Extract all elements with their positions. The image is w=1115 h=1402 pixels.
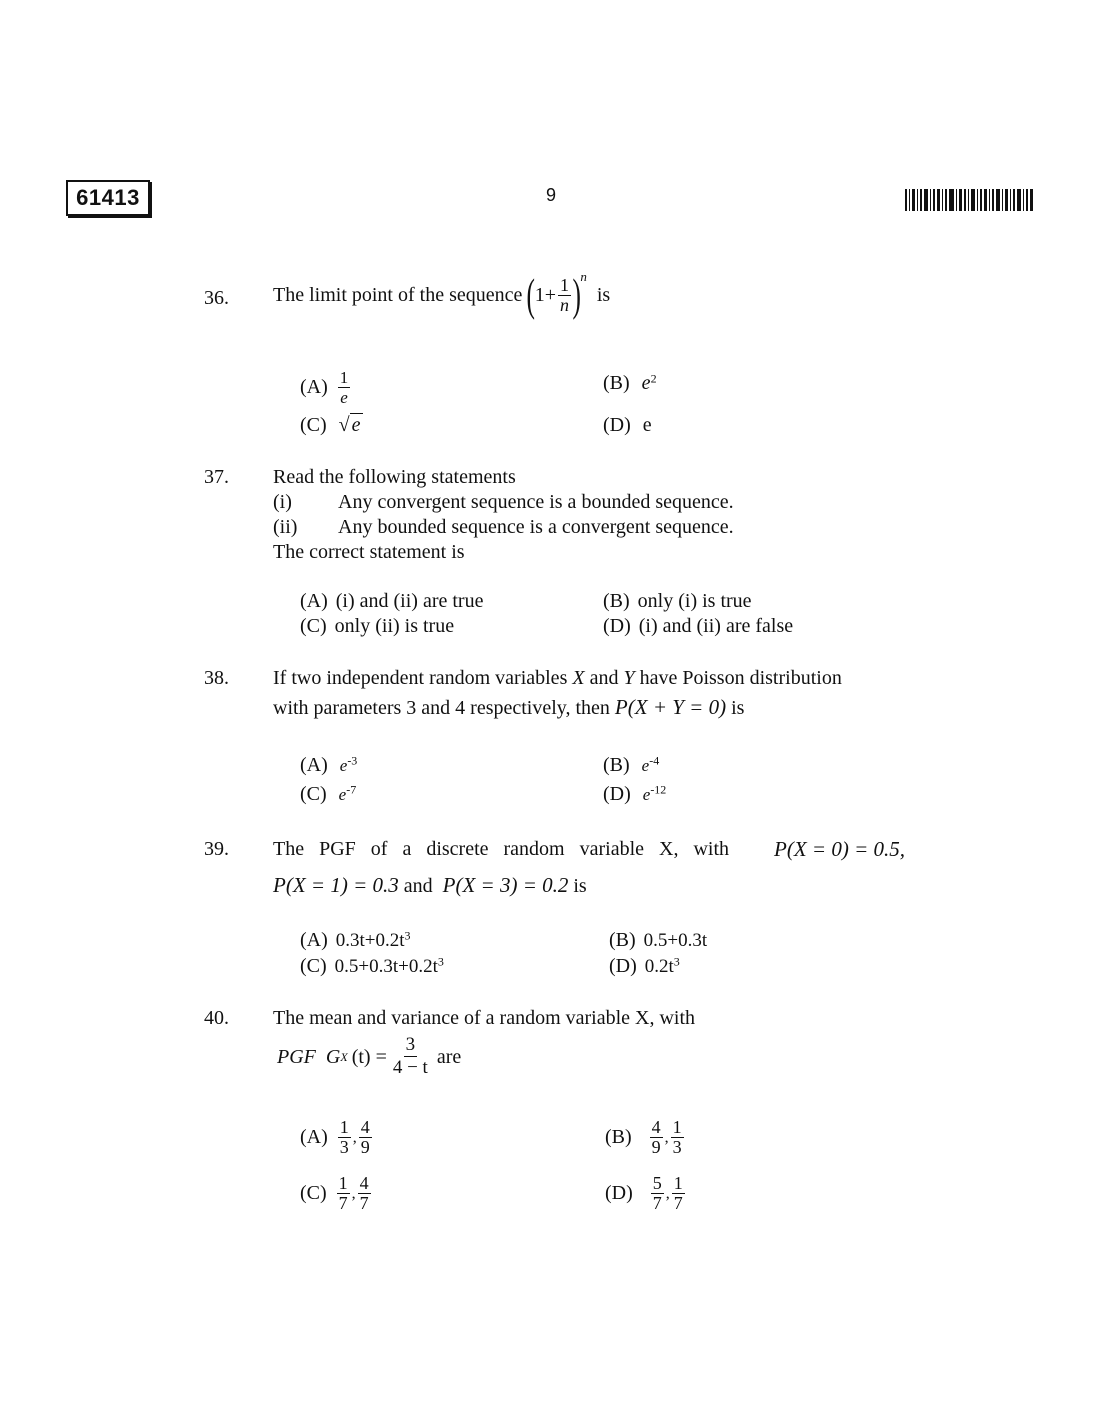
stem-fraction: $\frac{1}{n}$ (559, 274, 569, 315)
option-d[interactable]: (D) e (603, 414, 652, 436)
paper-code: 61413 (66, 180, 150, 216)
option-b[interactable]: (B) $e^{-4}$ (603, 753, 660, 776)
question-stem: If two independent random variables X and Y have Poisson distribution (273, 667, 842, 689)
statement-label: (i) (273, 491, 292, 513)
option-b[interactable]: (B) $e^2$ (603, 371, 657, 394)
probability-expression: P(X = 3) = 0.2 (442, 873, 569, 897)
option-c[interactable]: (C) only (ii) is true (300, 615, 455, 637)
option-a[interactable]: (A) $e^{-3}$ (300, 753, 358, 776)
option-b[interactable]: (B) only (i) is true (603, 590, 752, 612)
option-a[interactable]: (A) $\frac{1}{3}$ , $\frac{4}{9}$ (300, 1117, 370, 1157)
pgf-expression: PGF G X (t) = $\frac{3}{4 - t}$ are (277, 1034, 462, 1078)
option-d[interactable]: (D) $0.2t^3$ (609, 954, 680, 977)
question-number: 40. (204, 1007, 229, 1029)
probability-expression: P(X = 1) = 0.3 (273, 873, 399, 897)
option-b[interactable]: (B) $\frac{4}{9}$ , $\frac{1}{3}$ (605, 1117, 682, 1157)
barcode-image (905, 189, 1035, 211)
question-stem: The PGF of a discrete random variable X, with P(X = 0) = 0.5, (273, 837, 905, 861)
statement-text: Any convergent sequence is a bounded sequence. (338, 491, 734, 513)
page-number: 9 (546, 185, 557, 205)
statement-label: (ii) (273, 516, 298, 538)
right-paren: ) (572, 269, 581, 320)
probability-expression: P(X = 0) = 0.5, (774, 837, 905, 861)
option-b[interactable]: (B) 0.5+0.3t (609, 929, 708, 951)
question-stem (273, 269, 611, 320)
pgf-fraction: $\frac{3}{4 - t}$ (392, 1034, 428, 1078)
option-d[interactable]: (D) $e^{-12}$ (603, 782, 667, 805)
option-c[interactable]: (C) √ e (300, 414, 361, 436)
question-stem-line2: P(X = 1) = 0.3 and P(X = 3) = 0.2 is (273, 873, 587, 897)
stem-end: The correct statement is (273, 541, 465, 563)
sqrt-symbol: √ e (338, 414, 361, 436)
stem-end: is (596, 284, 611, 306)
option-a[interactable]: (A) (i) and (ii) are true (300, 590, 484, 612)
option-a[interactable]: (A) $0.3t+0.2t^3$ (300, 928, 411, 951)
stem-one: 1+ (534, 284, 556, 306)
option-d[interactable]: (D) $\frac{5}{7}$ , $\frac{1}{7}$ (605, 1173, 683, 1213)
question-number: 36. (204, 287, 229, 309)
left-paren: ( (526, 269, 536, 320)
question-stem: Read the following statements (273, 466, 516, 488)
option-c[interactable]: (C) $0.5+0.3t+0.2t^3$ (300, 954, 444, 977)
option-c[interactable]: (C) $e^{-7}$ (300, 782, 357, 805)
probability-expression: P(X + Y = 0) (614, 695, 727, 719)
statement-text: Any bounded sequence is a convergent sequence. (338, 516, 734, 538)
question-stem: The mean and variance of a random variable X, with (273, 1007, 696, 1029)
option-d[interactable]: (D) (i) and (ii) are false (603, 615, 794, 637)
question-number: 38. (204, 667, 229, 689)
option-a[interactable]: (A) $\frac{1}{e}$ (300, 368, 349, 407)
question-number: 37. (204, 466, 229, 488)
question-stem-line2: with parameters 3 and 4 respectively, then P(X + Y = 0) is (273, 695, 745, 719)
question-number: 39. (204, 838, 229, 860)
stem-exponent: n (580, 269, 587, 284)
option-c[interactable]: (C) $\frac{1}{7}$ , $\frac{4}{7}$ (300, 1173, 369, 1213)
stem-text: The limit point of the sequence (273, 284, 523, 306)
